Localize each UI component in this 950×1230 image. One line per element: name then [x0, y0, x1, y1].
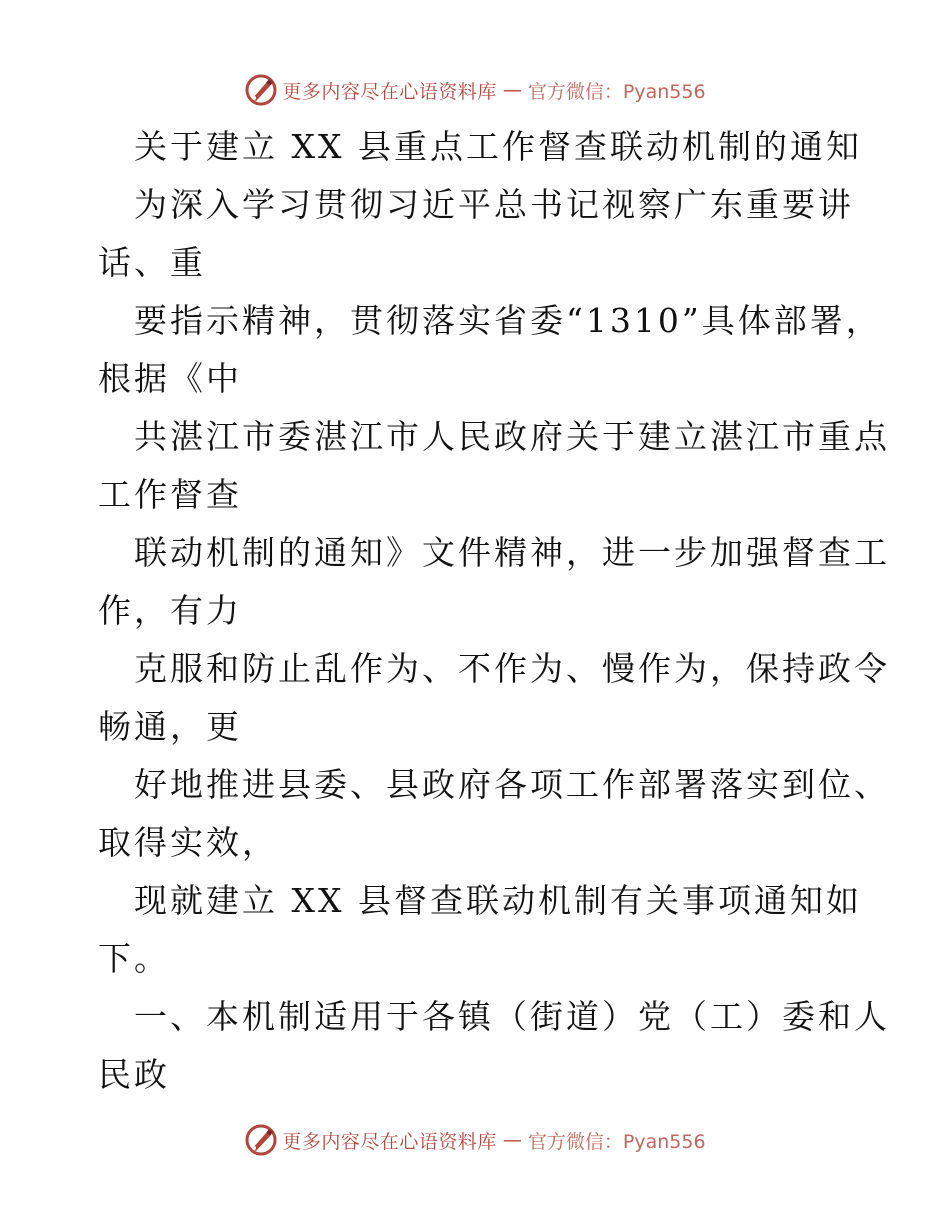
paragraph-line: 共湛江市委湛江市人民政府关于建立湛江市重点	[134, 417, 890, 456]
paragraph-line: 取得实效，	[98, 823, 278, 862]
banner-separator: —	[502, 1129, 522, 1151]
paragraph-line: 好地推进县委、县政府各项工作部署落实到位、	[134, 765, 890, 804]
paragraph-line: 一、本机制适用于各镇（街道）党（工）委和人	[134, 997, 890, 1036]
pen-logo-icon	[244, 1123, 278, 1157]
paragraph-line: 工作督查	[98, 475, 242, 514]
paragraph-line: 克服和防止乱作为、不作为、慢作为，保持政令	[134, 649, 890, 688]
footer-watermark-banner	[0, 1120, 950, 1160]
paragraph-line: 话、重	[98, 243, 206, 282]
document-title: 关于建立 XX 县重点工作督查联动机制的通知	[134, 127, 862, 166]
banner-separator: —	[502, 79, 522, 101]
banner-title: 更多内容尽在心语资料库	[282, 1130, 497, 1153]
header-watermark-banner	[0, 70, 950, 110]
banner-wechat: 官方微信：Pyan556	[527, 1130, 706, 1153]
paragraph-line: 联动机制的通知》文件精神，进一步加强督查工	[134, 533, 890, 572]
pen-logo-icon	[244, 73, 278, 107]
paragraph-line: 现就建立 XX 县督查联动机制有关事项通知如	[134, 881, 862, 920]
paragraph-line: 要指示精神，贯彻落实省委“1310”具体部署，	[134, 301, 882, 340]
banner-title: 更多内容尽在心语资料库	[282, 80, 497, 103]
paragraph-line: 为深入学习贯彻习近平总书记视察广东重要讲	[134, 185, 854, 224]
banner-wechat: 官方微信：Pyan556	[527, 80, 706, 103]
paragraph-line: 下。	[98, 939, 170, 978]
paragraph-line: 根据《中	[98, 359, 242, 398]
paragraph-line: 作，有力	[98, 591, 242, 630]
paragraph-line: 畅通，更	[98, 707, 242, 746]
paragraph-line: 民政	[98, 1055, 170, 1094]
document-body	[98, 118, 890, 1104]
